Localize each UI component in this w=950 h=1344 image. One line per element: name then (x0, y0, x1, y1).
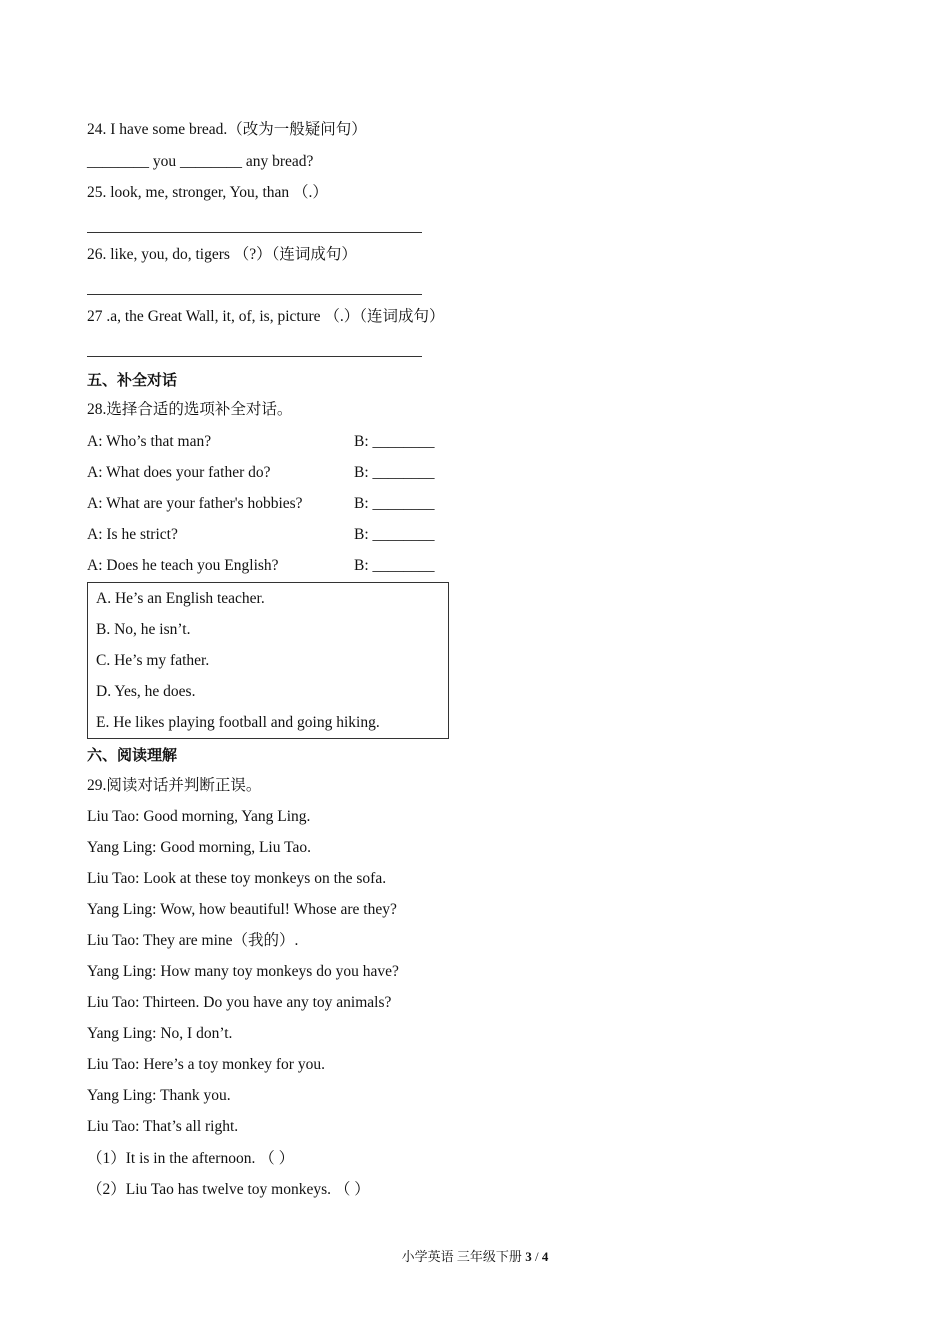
dialogue-row (87, 525, 447, 545)
option-a: A. He’s an English teacher. (96, 590, 265, 607)
q26-answer-line (87, 294, 422, 295)
q25-answer-line (87, 232, 422, 233)
page-footer (0, 1246, 950, 1265)
reading-line: Yang Ling: How many toy monkeys do you have? (87, 963, 399, 980)
q29-prompt: 29.阅读对话并判断正误。 (87, 777, 262, 794)
page-number: 3 (525, 1249, 532, 1264)
q26-prompt: 26. like, you, do, tigers （?）（连词成句） (87, 246, 357, 263)
dialogue-row (87, 494, 447, 514)
option-d: D. Yes, he does. (96, 683, 196, 700)
dialogue-answer-blank: B: ________ (354, 495, 435, 512)
dialogue-row (87, 463, 447, 483)
dialogue-answer-blank: B: ________ (354, 464, 435, 481)
reading-line: Liu Tao: Thirteen. Do you have any toy animals? (87, 994, 392, 1011)
q25-prompt: 25. look, me, stronger, You, than （.） (87, 184, 328, 201)
section6-heading: 六、阅读理解 (87, 746, 178, 764)
dialogue-answer-blank: B: ________ (354, 557, 435, 574)
dialogue-answer-blank: B: ________ (354, 433, 435, 450)
reading-line: Liu Tao: They are mine（我的）. (87, 932, 299, 949)
judgement-2: （2）Liu Tao has twelve toy monkeys. （ ） (87, 1181, 370, 1198)
reading-line: Liu Tao: Look at these toy monkeys on the sofa. (87, 870, 387, 887)
section5-heading: 五、补全对话 (87, 371, 178, 389)
reading-line: Yang Ling: No, I don’t. (87, 1025, 233, 1042)
q24-prompt: 24. I have some bread.（改为一般疑问句） (87, 121, 367, 138)
reading-line: Yang Ling: Wow, how beautiful! Whose are they? (87, 901, 397, 918)
page-separator: / (534, 1249, 539, 1264)
dialogue-answer-blank: B: ________ (354, 526, 435, 543)
footer-label: 小学英语 三年级下册 (401, 1249, 522, 1264)
judgement-1: （1）It is in the afternoon. （ ） (87, 1150, 295, 1167)
q28-prompt: 28.选择合适的选项补全对话。 (87, 401, 293, 418)
option-e: E. He likes playing football and going hiking. (96, 714, 380, 731)
dialogue-question: A: Who’s that man? (87, 433, 212, 450)
dialogue-question: A: Does he teach you English? (87, 557, 279, 574)
option-b: B. No, he isn’t. (96, 621, 191, 638)
q24-answer: ________ you ________ any bread? (87, 153, 314, 170)
reading-line: Yang Ling: Good morning, Liu Tao. (87, 839, 311, 856)
page-total: 4 (541, 1249, 549, 1264)
option-c: C. He’s my father. (96, 652, 210, 669)
q27-prompt: 27 .a, the Great Wall, it, of, is, picture （.）（连词成句） (87, 308, 445, 325)
reading-line: Yang Ling: Thank you. (87, 1087, 231, 1104)
q27-answer-line (87, 356, 422, 357)
reading-line: Liu Tao: Good morning, Yang Ling. (87, 808, 311, 825)
dialogue-question: A: What does your father do? (87, 464, 271, 481)
reading-line: Liu Tao: That’s all right. (87, 1118, 239, 1135)
reading-line: Liu Tao: Here’s a toy monkey for you. (87, 1056, 325, 1073)
dialogue-question: A: What are your father's hobbies? (87, 495, 303, 512)
dialogue-row (87, 432, 447, 452)
dialogue-row (87, 556, 447, 576)
options-box (87, 582, 449, 739)
dialogue-question: A: Is he strict? (87, 526, 178, 543)
